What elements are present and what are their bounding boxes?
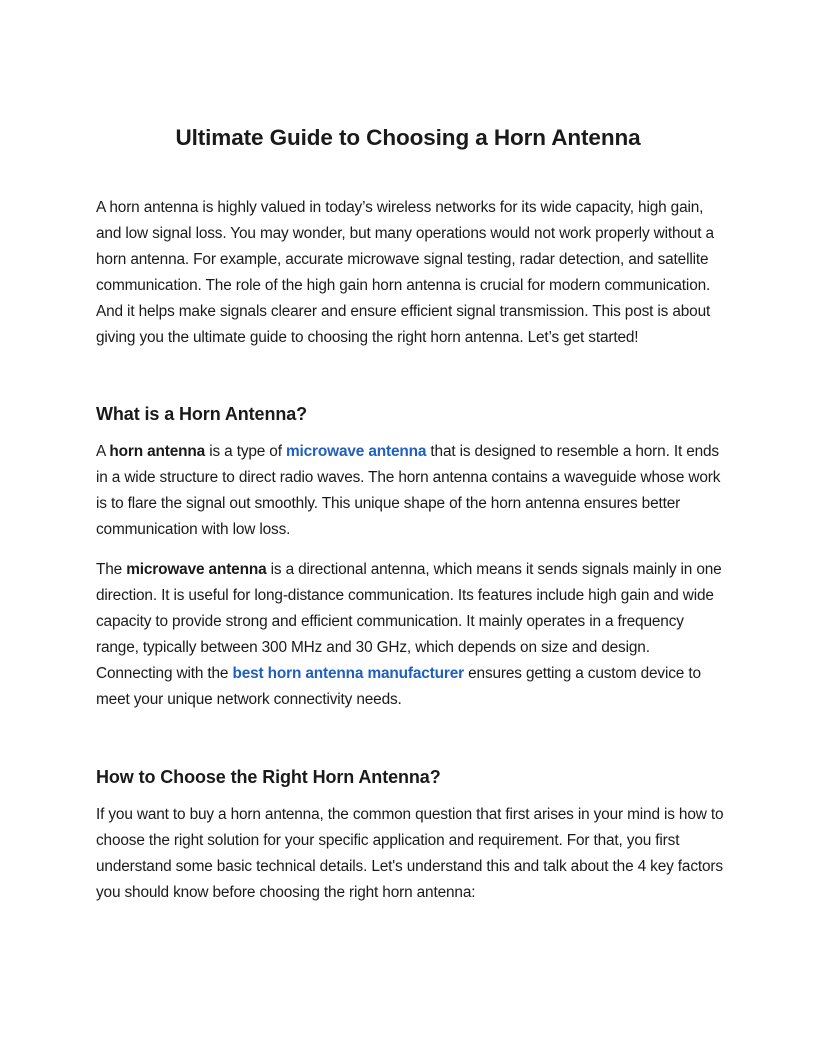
- section-heading-how-to-choose: How to Choose the Right Horn Antenna?: [96, 767, 441, 787]
- section2-paragraph-1: If you want to buy a horn antenna, the common question that first arises in your mind is how to choose the right solution for your specific application and requirement. For that, you first understand some basic technical details. Let's understand this and talk about the 4 key factors you should know before choosing the right horn antenna:: [96, 806, 724, 901]
- microwave-antenna-link[interactable]: microwave antenna: [285, 443, 427, 460]
- text-run: The: [96, 561, 127, 578]
- intro-paragraph: A horn antenna is highly valued in today’s wireless networks for its wide capacity, high gain, and low signal loss. You may wonder, but many operations would not work properly without a horn antenna. For example, accurate microwave signal testing, radar detection, and satellite communication. The role of the high gain horn antenna is crucial for modern communication. And it helps make signals clearer and ensure efficient signal transmission. This post is about giving you the ultimate guide to choosing the right horn antenna. Let’s get started!: [96, 199, 714, 346]
- text-run: ensures getting a custom device to meet your unique network connectivity needs.: [96, 665, 701, 708]
- section1-paragraph-2: [96, 557, 726, 713]
- text-run: is a type of: [205, 443, 286, 460]
- section-heading-what-is: What is a Horn Antenna?: [96, 404, 308, 424]
- best-horn-antenna-manufacturer-link[interactable]: best horn antenna manufacturer: [232, 665, 464, 682]
- page-title: Ultimate Guide to Choosing a Horn Antenna: [175, 125, 641, 150]
- bold-term: horn antenna: [109, 443, 206, 460]
- text-run: is a directional antenna, which means it sends signals mainly in one direction. It is useful for long-distance communication. Its features include high gain and wide capacity to provide strong and efficient communication. It mainly operates in a frequency range, typically between 300 MHz and 30 GHz, which depends on size and design. Connecting with the: [96, 561, 722, 682]
- section1-paragraph-1: [96, 439, 726, 543]
- bold-term: microwave antenna: [126, 561, 267, 578]
- text-run: that is designed to resemble a horn. It ends in a wide structure to direct radio waves. The horn antenna contains a waveguide whose work is to flare the signal out smoothly. This unique shape of the horn antenna ensures better communication with low loss.: [96, 443, 721, 538]
- text-run: A: [96, 443, 110, 460]
